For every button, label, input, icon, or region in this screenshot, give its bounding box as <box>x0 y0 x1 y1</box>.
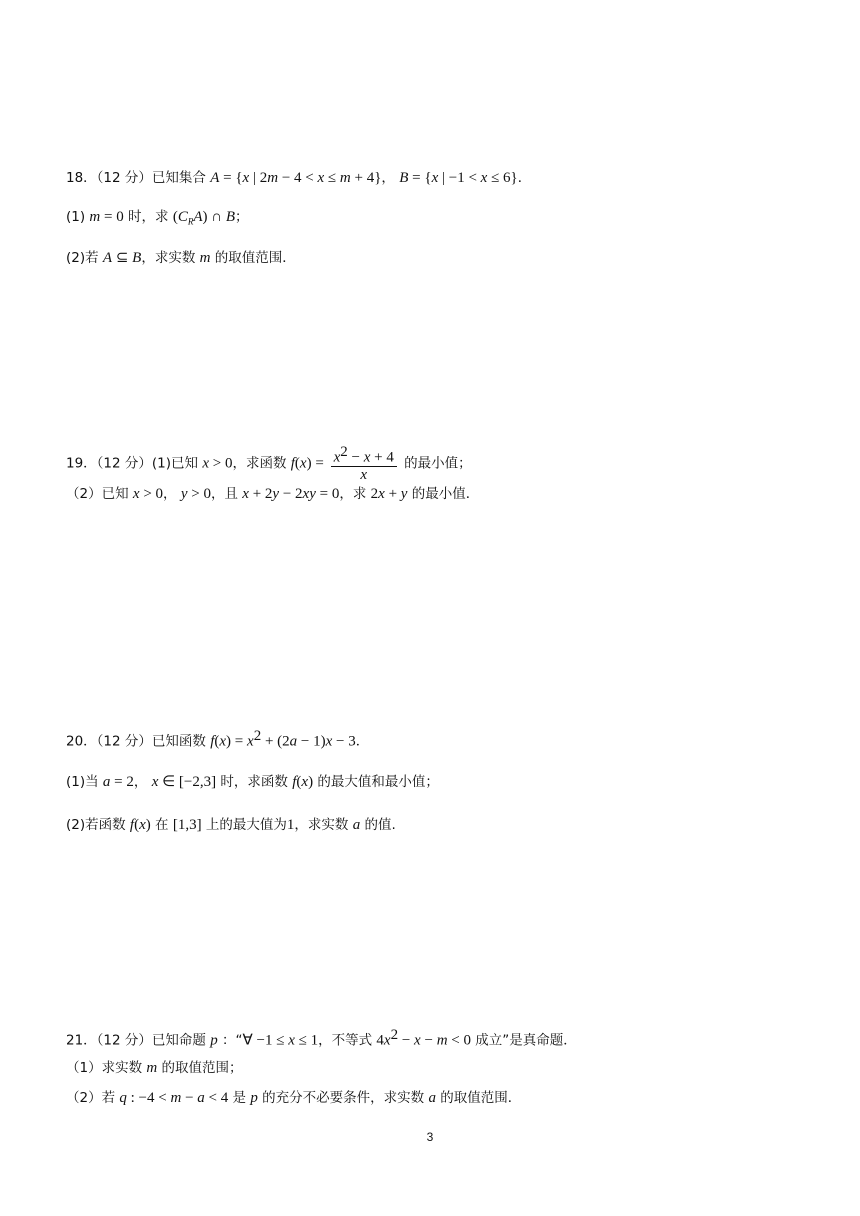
problem-19-part-1: 19．（12 分）(1)已知 x > 0，求函数 f(x) = $\frac{x^2 - x + 4}{x}$ 的最小值； <box>66 444 472 483</box>
problem-21-stem: 21．（12 分）已知命题 p ：“∀ −1 ≤ x ≤ 1，不等式 $4x^2 - x - m < 0$ 成立”是真命题． <box>66 1027 577 1049</box>
problem-18-stem: 18．（12 分）已知集合 A = {x | 2m − 4 < x ≤ m + 4}， B = {x | −1 < x ≤ 6}． <box>66 170 532 186</box>
problem-21-part-1: （1）求实数 m 的取值范围； <box>66 1060 243 1076</box>
page-number: 3 <box>426 1130 434 1144</box>
problem-20-stem: 20．（12 分）已知函数 $f(x) = x^2 + (2a - 1)x - 3$． <box>66 728 370 750</box>
problem-20-part-2: (2)若函数 f(x) 在 [1,3] 上的最大值为1，求实数 a 的值. <box>66 817 396 833</box>
problem-19-part-2: （2）已知 x > 0， y > 0，且 x + 2y − 2xy = 0，求 2x + y 的最小值． <box>66 486 480 502</box>
problem-18-part-1: (1) m = 0 时，求 $(C_RA)$ ∩ B； <box>66 209 249 227</box>
fraction: $\frac{x^2 - x + 4}{x}$ <box>331 444 397 483</box>
problem-21-part-2: （2）若 q : −4 < m − a < 4 是 p 的充分不必要条件，求实数 a 的取值范围． <box>66 1090 522 1106</box>
problem-18-part-2: (2)若 A ⊆ B，求实数 m 的取值范围． <box>66 250 296 266</box>
problem-20-part-1: (1)当 a = 2， x ∈ [−2,3] 时，求函数 f(x) 的最大值和最小值； <box>66 774 439 790</box>
